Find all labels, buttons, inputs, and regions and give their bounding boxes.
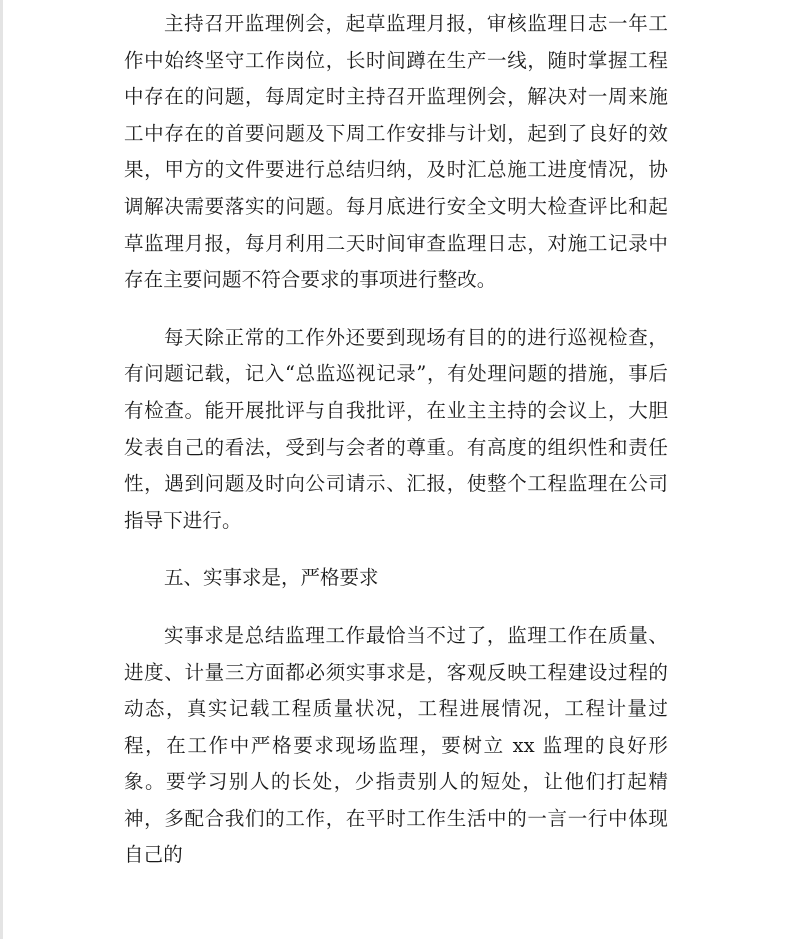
document-page: [124, 6, 668, 874]
paragraph-gap: [124, 299, 668, 320]
paragraph-site-inspection: 每天除正常的工作外还要到现场有目的的进行巡视检查，有问题记载，记入“总监巡视记录”，有处理问题的措施，事后有检查。能开展批评与自我批评，在业主主持的会议上，大胆发表自己的看法，受到与会者的尊重。有高度的组织性和责任性，遇到问题及时向公司请示、汇报，使整个工程监理在公司指导下进行。: [124, 325, 668, 532]
page-edge-divider: [0, 0, 3, 939]
section-heading-five: 五、实事求是，严格要求: [164, 566, 379, 590]
paragraph-meeting-duties: 主持召开监理例会，起草监理月报，审核监理日志一年工作中始终坚守工作岗位，长时间蹲在生产一线，随时掌握工程中存在的问题，每周定时主持召开监理例会，解决对一周来施工中存在的首要问题及下周工作安排与计划，起到了良好的效果，甲方的文件要进行总结归纳，及时汇总施工进度情况，协调解决需要落实的问题。每月底进行安全文明大检查评比和起草监理月报，每月利用二天时间审查监理日志，对施工记录中存在主要问题不符合要求的事项进行整改。: [124, 12, 668, 292]
paragraph-gap: [124, 539, 668, 560]
paragraph-seek-truth: 实事求是总结监理工作最恰当不过了，监理工作在质量、进度、计量三方面都必须实事求是，客观反映工程建设过程的动态，真实记载工程质量状况，工程进展情况，工程计量过程，在工作中严格要求现场监理，要树立 xx 监理的良好形象。要学习别人的长处，少指责别人的短处，让他们打起精神，多配合我们的工作，在平时工作生活中的一言一行中体现自己的: [124, 623, 668, 867]
paragraph-gap: [124, 597, 668, 618]
